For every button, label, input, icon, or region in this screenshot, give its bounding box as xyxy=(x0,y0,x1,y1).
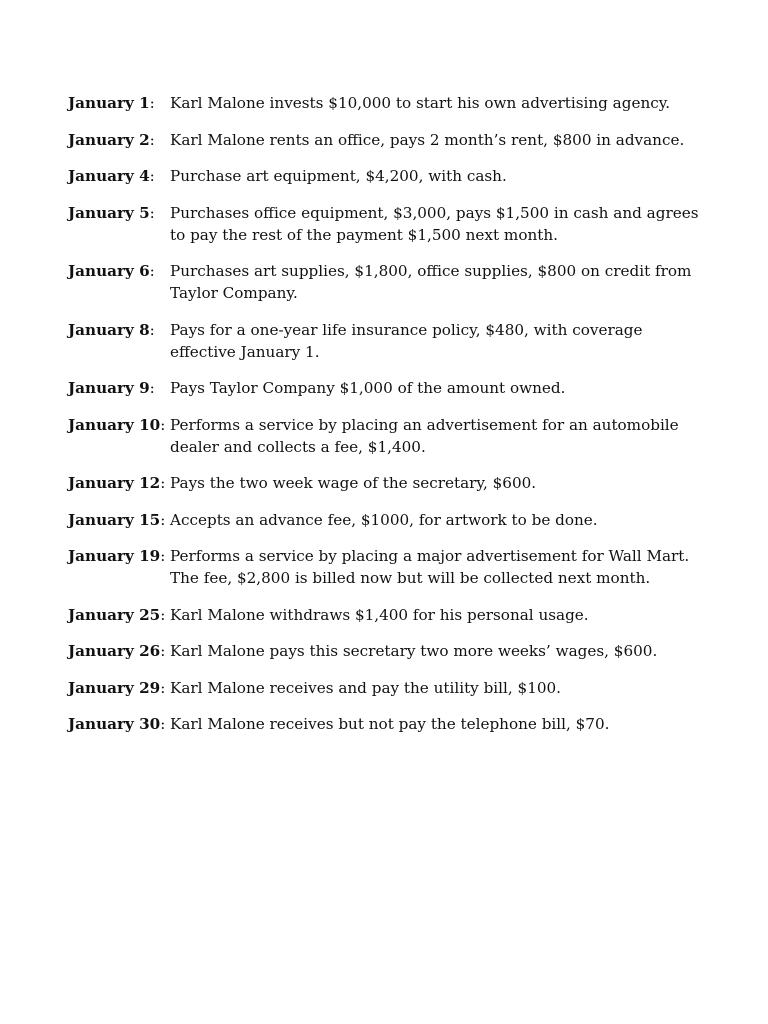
entry-date-label: January 19 xyxy=(68,547,161,565)
transaction-entry xyxy=(68,713,712,735)
entry-date: January 29: xyxy=(68,678,166,697)
entry-date-label: January 26 xyxy=(68,642,161,660)
transaction-entry xyxy=(68,92,712,114)
transaction-entry xyxy=(68,319,712,363)
entry-description: Accepts an advance fee, $1000, for artwork to be done. xyxy=(170,510,598,529)
entry-date-label: January 12 xyxy=(68,474,161,492)
entry-date-label: January 4 xyxy=(68,167,150,185)
entry-date: January 25: xyxy=(68,605,166,624)
entry-date: January 5: xyxy=(68,203,155,222)
entry-date-label: January 9 xyxy=(68,379,150,397)
transaction-entry xyxy=(68,202,712,246)
entry-date: January 19: xyxy=(68,547,166,565)
entry-date-label: January 30 xyxy=(68,715,161,733)
entry-description: Pays the two week wage of the secretary, $600. xyxy=(170,474,537,492)
transaction-entry xyxy=(68,414,712,458)
transaction-entry xyxy=(68,472,712,494)
entry-date: January 2: xyxy=(68,130,155,149)
entry-description: Karl Malone receives but not pay the telephone bill, $70. xyxy=(170,715,610,733)
entry-date-label: January 25 xyxy=(68,605,161,624)
transaction-entry xyxy=(68,545,712,589)
entry-description: Performs a service by placing a major advertisement for Wall Mart. The fee, $2,800 is billed now but will be collected next month. xyxy=(170,547,690,587)
entry-date: January 6: xyxy=(68,262,155,280)
transaction-entry xyxy=(68,260,712,304)
entry-date-label: January 15 xyxy=(68,510,161,529)
transaction-entry xyxy=(68,129,712,151)
transaction-entry xyxy=(68,604,712,626)
entry-date-label: January 29 xyxy=(68,678,161,697)
entry-date: January 8: xyxy=(68,320,155,339)
entry-date: January 9: xyxy=(68,379,155,397)
entry-date: January 4: xyxy=(68,167,155,185)
entry-date: January 10: xyxy=(68,415,166,434)
transaction-entry xyxy=(68,377,712,399)
entry-date-label: January 1 xyxy=(68,94,150,112)
entry-description: Karl Malone rents an office, pays 2 month’s rent, $800 in advance. xyxy=(170,130,685,149)
entry-description: Pays Taylor Company $1,000 of the amount owned. xyxy=(170,379,566,397)
entry-date-label: January 2 xyxy=(68,130,150,149)
entry-date: January 15: xyxy=(68,510,166,529)
entry-description: Karl Malone withdraws $1,400 for his personal usage. xyxy=(170,605,589,624)
entry-date-label: January 5 xyxy=(68,203,150,222)
entry-description: Karl Malone receives and pay the utility bill, $100. xyxy=(170,678,562,697)
entry-description: Pays for a one-year life insurance policy, $480, with coverage effective January 1. xyxy=(170,320,643,361)
transaction-entry xyxy=(68,165,712,187)
transaction-entry xyxy=(68,640,712,662)
transaction-list xyxy=(68,92,712,735)
entry-date-label: January 8 xyxy=(68,320,150,339)
entry-description: Purchase art equipment, $4,200, with cash. xyxy=(170,167,507,185)
entry-date: January 1: xyxy=(68,94,155,112)
entry-description: Karl Malone pays this secretary two more weeks’ wages, $600. xyxy=(170,642,658,660)
entry-description: Performs a service by placing an advertisement for an automobile dealer and collects a fee, $1,400. xyxy=(170,415,679,456)
entry-description: Purchases art supplies, $1,800, office supplies, $800 on credit from Taylor Company. xyxy=(170,262,692,302)
entry-date: January 26: xyxy=(68,642,166,660)
transaction-entry xyxy=(68,509,712,531)
entry-date: January 30: xyxy=(68,715,166,733)
entry-description: Karl Malone invests $10,000 to start his own advertising agency. xyxy=(170,94,671,112)
entry-date-label: January 6 xyxy=(68,262,150,280)
entry-date: January 12: xyxy=(68,474,166,492)
transaction-entry xyxy=(68,677,712,699)
entry-description: Purchases office equipment, $3,000, pays $1,500 in cash and agrees to pay the rest of the payment $1,500 next month. xyxy=(170,203,699,244)
entry-date-label: January 10 xyxy=(68,415,161,434)
